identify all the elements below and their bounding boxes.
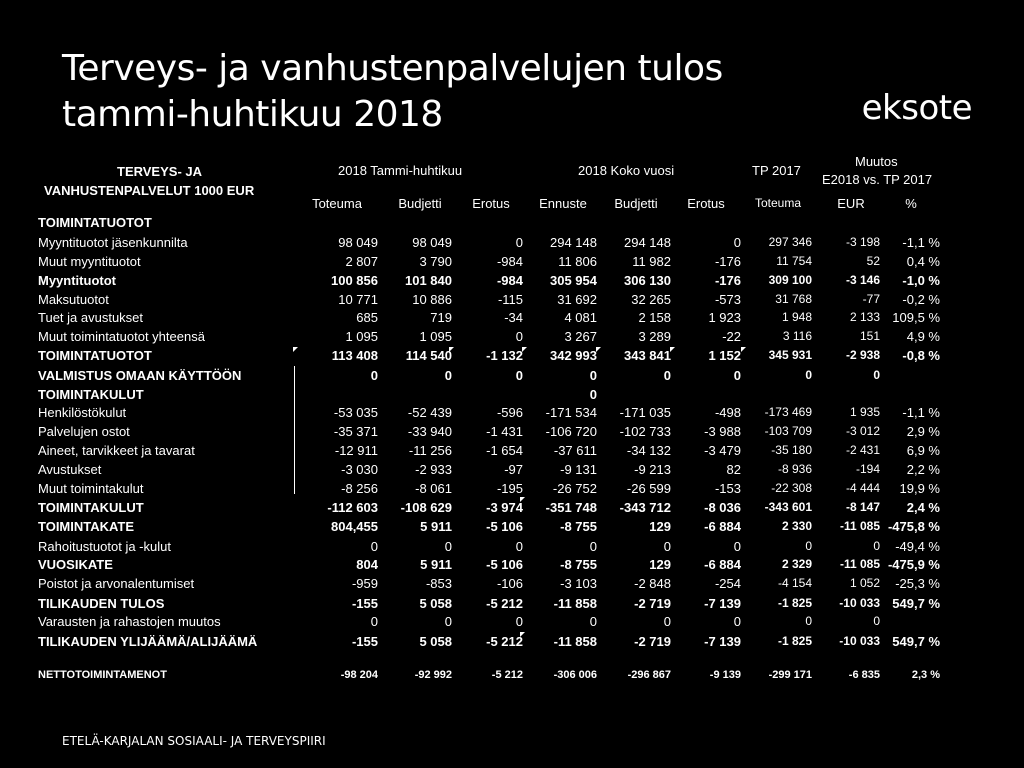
cell: 3 289 xyxy=(638,329,671,344)
cell: -2 431 xyxy=(845,443,880,457)
cell: 2 133 xyxy=(849,310,880,324)
cell: -1 132 xyxy=(486,348,523,363)
cell: -9 131 xyxy=(560,462,597,477)
table-row xyxy=(38,574,978,593)
cell: 1 948 xyxy=(781,310,812,324)
cell: -5 106 xyxy=(486,557,523,572)
cell: 0 xyxy=(444,614,452,629)
cell: 100 856 xyxy=(331,273,378,288)
cell: 11 806 xyxy=(558,254,597,269)
cell: -3 103 xyxy=(560,576,597,591)
cell: -52 439 xyxy=(407,405,452,420)
cell: 0 xyxy=(733,235,741,250)
cell: 2 330 xyxy=(781,519,812,533)
cell: 2,3 % xyxy=(911,669,940,681)
cell: -6 835 xyxy=(848,669,880,681)
cell: -7 139 xyxy=(704,634,741,649)
cell: 0 xyxy=(805,614,812,628)
group-header-3: TP 2017 xyxy=(752,163,801,178)
cell: -11 858 xyxy=(553,596,597,611)
cell: 0 xyxy=(589,387,597,402)
cell: 0 xyxy=(805,368,812,382)
cell: -2 938 xyxy=(845,348,880,362)
column-header-7: Toteuma xyxy=(754,196,802,210)
cell: -4 154 xyxy=(777,576,812,590)
cell: 98 049 xyxy=(338,235,378,250)
table-row xyxy=(38,403,978,422)
cell: 10 771 xyxy=(338,292,378,307)
table-row xyxy=(38,385,978,404)
cell: -1,0 % xyxy=(902,273,940,288)
table-row xyxy=(38,498,978,517)
cell: 342 993 xyxy=(550,348,597,363)
note-marker xyxy=(596,347,601,352)
cell: -498 xyxy=(714,405,741,420)
cell: 549,7 % xyxy=(892,596,940,611)
footer-org-name: ETELÄ-KARJALAN SOSIAALI- JA TERVEYSPIIRI xyxy=(62,734,326,748)
cell: 0 xyxy=(663,539,671,554)
cell: -2 719 xyxy=(634,634,671,649)
cell: 0 xyxy=(589,539,597,554)
cell: -26 599 xyxy=(626,481,671,496)
cell: 0,4 % xyxy=(906,254,940,269)
cell: -1 825 xyxy=(777,634,812,648)
cell: -176 xyxy=(714,254,741,269)
cell: -3 012 xyxy=(845,424,880,438)
table-row xyxy=(38,479,978,498)
cell: 1 095 xyxy=(419,329,452,344)
cell: -254 xyxy=(714,576,741,591)
cell: 3 116 xyxy=(782,329,812,343)
row-label: VALMISTUS OMAAN KÄYTTÖÖN xyxy=(38,368,242,383)
cell: -9 139 xyxy=(709,669,741,681)
cell: -8 755 xyxy=(560,557,597,572)
cell: 345 931 xyxy=(768,348,812,362)
cell: -2 933 xyxy=(415,462,452,477)
row-label: VUOSIKATE xyxy=(38,557,113,572)
cell: -351 748 xyxy=(545,500,597,515)
cell: 2 329 xyxy=(781,557,812,571)
cell: 3 790 xyxy=(419,254,452,269)
cell: -8 036 xyxy=(704,500,741,515)
cell: 2 807 xyxy=(345,254,378,269)
note-marker xyxy=(741,347,746,352)
cell: 1 923 xyxy=(708,310,741,325)
cell: 2,9 % xyxy=(906,424,940,439)
table-row xyxy=(38,233,978,252)
cell: 2,4 % xyxy=(906,500,940,515)
cell: 4 081 xyxy=(564,310,597,325)
cell: -2 848 xyxy=(634,576,671,591)
cell: -115 xyxy=(497,292,523,307)
cell: -77 xyxy=(862,292,880,306)
cell: 0 xyxy=(370,539,378,554)
table-row xyxy=(38,366,978,385)
cell: 0 xyxy=(370,368,378,383)
cell: 52 xyxy=(866,254,880,268)
cell: -1 654 xyxy=(486,443,523,458)
cell: -2 719 xyxy=(634,596,671,611)
cell: -106 xyxy=(496,576,523,591)
cell: 0 xyxy=(515,368,523,383)
row-label: TILIKAUDEN TULOS xyxy=(38,596,165,611)
cell: -11 085 xyxy=(839,557,880,571)
cell: 114 540 xyxy=(405,348,452,363)
table-row xyxy=(38,517,978,536)
table-row xyxy=(38,594,978,613)
cell: 0 xyxy=(733,614,741,629)
cell: 0 xyxy=(663,614,671,629)
table-row xyxy=(38,441,978,460)
cell: -102 733 xyxy=(619,424,671,439)
cell: 0 xyxy=(370,614,378,629)
cell: 19,9 % xyxy=(899,481,940,496)
cell: -35 371 xyxy=(333,424,378,439)
table-row-netto xyxy=(38,666,978,685)
row-label: Rahoitustuotot ja -kulut xyxy=(38,539,171,554)
cell: -984 xyxy=(496,254,523,269)
cell: 5 911 xyxy=(420,557,452,572)
cell: -5 106 xyxy=(486,519,523,534)
cell: -3 030 xyxy=(341,462,378,477)
cell: -97 xyxy=(504,462,523,477)
cell: -195 xyxy=(496,481,523,496)
cell: 0 xyxy=(873,614,880,628)
cell: 294 148 xyxy=(550,235,597,250)
cell: -3 479 xyxy=(704,443,741,458)
cell: 101 840 xyxy=(405,273,452,288)
table-row xyxy=(38,537,978,556)
table-row xyxy=(38,460,978,479)
cell: 109,5 % xyxy=(892,310,940,325)
cell: -475,9 % xyxy=(887,557,940,572)
cell: -155 xyxy=(351,634,378,649)
row-label: Maksutuotot xyxy=(38,292,109,307)
cell: 129 xyxy=(649,519,671,534)
table-row xyxy=(38,213,978,232)
cell: -475,8 % xyxy=(887,519,940,534)
cell: -171 035 xyxy=(619,405,671,420)
row-label: Myyntituotot xyxy=(38,273,116,288)
table-row xyxy=(38,271,978,290)
cell: 32 265 xyxy=(631,292,671,307)
note-marker xyxy=(520,632,525,637)
cell: -34 132 xyxy=(626,443,671,458)
row-label: Varausten ja rahastojen muutos xyxy=(38,614,221,629)
cell: -12 911 xyxy=(334,443,378,458)
cell: 1 152 xyxy=(708,348,741,363)
cell: -299 171 xyxy=(768,669,812,681)
cell: -98 204 xyxy=(340,669,378,681)
cell: -306 006 xyxy=(553,669,597,681)
note-marker xyxy=(520,497,525,502)
unit-label-2: VANHUSTENPALVELUT 1000 EUR xyxy=(44,183,255,198)
column-header-5: Budjetti xyxy=(614,196,658,211)
cell: 0 xyxy=(873,539,880,553)
note-marker xyxy=(293,347,298,352)
cell: 0 xyxy=(444,539,452,554)
cell: -8 061 xyxy=(415,481,452,496)
cell: 1 052 xyxy=(849,576,880,590)
cell: -37 611 xyxy=(553,443,597,458)
cell: 5 911 xyxy=(420,519,452,534)
row-label: TOIMINTAKATE xyxy=(38,519,135,534)
row-label: Henkilöstökulut xyxy=(38,405,127,420)
cell: 4,9 % xyxy=(906,329,940,344)
group-header-1: 2018 Tammi-huhtikuu xyxy=(338,163,463,178)
cell: 309 100 xyxy=(768,273,812,287)
cell: 1 095 xyxy=(345,329,378,344)
row-label: Muut toimintakulut xyxy=(38,481,144,496)
row-label: TOIMINTATUOTOT xyxy=(38,348,152,363)
group-header-4b: E2018 vs. TP 2017 xyxy=(822,172,933,187)
group-header-2: 2018 Koko vuosi xyxy=(578,163,675,178)
cell: 297 346 xyxy=(768,235,812,249)
cell: 804,455 xyxy=(331,519,378,534)
cell: 719 xyxy=(430,310,452,325)
row-label: TILIKAUDEN YLIJÄÄMÄ/ALIJÄÄMÄ xyxy=(38,634,258,649)
cell: -5 212 xyxy=(486,596,523,611)
cell: -4 444 xyxy=(845,481,880,495)
cell: -8 256 xyxy=(341,481,378,496)
column-header-2: Budjetti xyxy=(398,196,442,211)
cell: -343 601 xyxy=(764,500,812,514)
cell: 0 xyxy=(515,539,523,554)
cell: 0 xyxy=(589,614,597,629)
cell: 10 886 xyxy=(412,292,452,307)
cell: -155 xyxy=(351,596,378,611)
cell: 11 982 xyxy=(632,254,671,269)
cell: -8 755 xyxy=(560,519,597,534)
row-label: Avustukset xyxy=(38,462,102,477)
row-label: NETTOTOIMINTAMENOT xyxy=(38,669,167,681)
cell: -9 213 xyxy=(634,462,671,477)
cell: 2 158 xyxy=(638,310,671,325)
note-marker xyxy=(670,347,675,352)
cell: 0 xyxy=(663,368,671,383)
cell: 343 841 xyxy=(624,348,671,363)
cell: -171 534 xyxy=(545,405,597,420)
cell: -173 469 xyxy=(764,405,812,419)
table-row xyxy=(38,290,978,309)
unit-label-1: TERVEYS- JA xyxy=(117,164,203,179)
cell: 0 xyxy=(515,329,523,344)
cell: 151 xyxy=(859,329,880,343)
cell: -10 033 xyxy=(839,634,880,648)
cell: 549,7 % xyxy=(892,634,940,649)
cell: -11 858 xyxy=(553,634,597,649)
table-row xyxy=(38,555,978,574)
cell: 129 xyxy=(649,557,671,572)
cell: -176 xyxy=(714,273,741,288)
table-row xyxy=(38,346,978,365)
cell: -34 xyxy=(504,310,523,325)
cell: -853 xyxy=(425,576,452,591)
table-row xyxy=(38,422,978,441)
page-title xyxy=(62,46,723,138)
cell: -106 720 xyxy=(545,424,597,439)
row-label: Palvelujen ostot xyxy=(38,424,130,439)
cell: -11 085 xyxy=(839,519,880,533)
cell: 305 954 xyxy=(550,273,597,288)
cell: -1,1 % xyxy=(902,405,940,420)
cell: 5 058 xyxy=(419,634,452,649)
column-header-8: EUR xyxy=(837,196,865,211)
cell: 1 935 xyxy=(849,405,880,419)
cell: -153 xyxy=(714,481,741,496)
cell: -343 712 xyxy=(619,500,671,515)
cell: 82 xyxy=(726,462,741,477)
cell: -26 752 xyxy=(552,481,597,496)
cell: -1 431 xyxy=(486,424,523,439)
table-row xyxy=(38,327,978,346)
column-header-3: Erotus xyxy=(472,196,510,211)
cell: 31 768 xyxy=(775,292,812,306)
cell: 6,9 % xyxy=(906,443,940,458)
table-row xyxy=(38,252,978,271)
note-marker xyxy=(522,347,527,352)
cell: 294 148 xyxy=(624,235,671,250)
cell: 0 xyxy=(589,368,597,383)
cell: 0 xyxy=(805,539,812,553)
cell: 31 692 xyxy=(557,292,597,307)
cell: -22 308 xyxy=(771,481,812,495)
cell: -959 xyxy=(351,576,378,591)
cell: -3 988 xyxy=(704,424,741,439)
cell: -5 212 xyxy=(486,634,523,649)
cell: 5 058 xyxy=(419,596,452,611)
column-header-6: Erotus xyxy=(687,196,725,211)
cell: -1,1 % xyxy=(902,235,940,250)
cell: -573 xyxy=(714,292,741,307)
cell: 2,2 % xyxy=(906,462,940,477)
cell: 0 xyxy=(733,368,741,383)
row-label: Muut toimintatuotot yhteensä xyxy=(38,329,205,344)
row-label: Muut myyntituotot xyxy=(38,254,141,269)
cell: 98 049 xyxy=(412,235,452,250)
cell: -53 035 xyxy=(333,405,378,420)
note-marker xyxy=(449,347,454,352)
divider-line xyxy=(294,366,295,494)
cell: 113 408 xyxy=(331,348,378,363)
cell: -22 xyxy=(722,329,741,344)
cell: 306 130 xyxy=(624,273,671,288)
cell: 0 xyxy=(444,368,452,383)
cell: 804 xyxy=(356,557,378,572)
cell: 3 267 xyxy=(564,329,597,344)
cell: 0 xyxy=(515,614,523,629)
title-line-2: tammi-huhtikuu 2018 xyxy=(62,94,443,135)
cell: -8 936 xyxy=(777,462,812,476)
cell: -92 992 xyxy=(414,669,452,681)
table-row xyxy=(38,632,978,651)
row-label: TOIMINTAKULUT xyxy=(38,387,144,402)
row-label: Myyntituotot jäsenkunnilta xyxy=(38,235,188,250)
column-header-9: % xyxy=(905,196,917,211)
cell: -25,3 % xyxy=(895,576,940,591)
cell: -49,4 % xyxy=(895,539,940,554)
cell: -3 146 xyxy=(845,273,880,287)
column-header-4: Ennuste xyxy=(539,196,587,211)
row-label: Poistot ja arvonalentumiset xyxy=(38,576,195,591)
cell: -6 884 xyxy=(704,519,741,534)
cell: -8 147 xyxy=(845,500,880,514)
cell: -6 884 xyxy=(704,557,741,572)
cell: -0,8 % xyxy=(902,348,940,363)
cell: -5 212 xyxy=(491,669,523,681)
cell: -11 256 xyxy=(408,443,452,458)
cell: -10 033 xyxy=(839,596,880,610)
cell: -596 xyxy=(496,405,523,420)
brand-logo-text: eksote xyxy=(861,88,972,128)
row-label: TOIMINTAKULUT xyxy=(38,500,144,515)
column-header-1: Toteuma xyxy=(312,196,362,211)
cell: -1 825 xyxy=(777,596,812,610)
row-label: TOIMINTATUOTOT xyxy=(38,215,152,230)
cell: -112 603 xyxy=(327,500,378,515)
cell: -3 198 xyxy=(845,235,880,249)
cell: 0 xyxy=(873,368,880,382)
cell: 0 xyxy=(515,235,523,250)
cell: 685 xyxy=(356,310,378,325)
cell: -194 xyxy=(855,462,880,476)
cell: -35 180 xyxy=(771,443,812,457)
cell: -7 139 xyxy=(704,596,741,611)
cell: 0 xyxy=(733,539,741,554)
cell: -984 xyxy=(496,273,523,288)
cell: -33 940 xyxy=(407,424,452,439)
cell: 11 754 xyxy=(776,254,812,268)
row-label: Tuet ja avustukset xyxy=(38,310,144,325)
cell: -108 629 xyxy=(400,500,452,515)
table-row xyxy=(38,612,978,631)
group-header-4a: Muutos xyxy=(855,154,898,169)
row-label: Aineet, tarvikkeet ja tavarat xyxy=(38,443,195,458)
cell: -103 709 xyxy=(764,424,812,438)
cell: -0,2 % xyxy=(902,292,940,307)
table-row xyxy=(38,308,978,327)
title-line-1: Terveys- ja vanhustenpalvelujen tulos xyxy=(62,48,723,89)
cell: -3 974 xyxy=(486,500,523,515)
cell: -296 867 xyxy=(627,669,671,681)
